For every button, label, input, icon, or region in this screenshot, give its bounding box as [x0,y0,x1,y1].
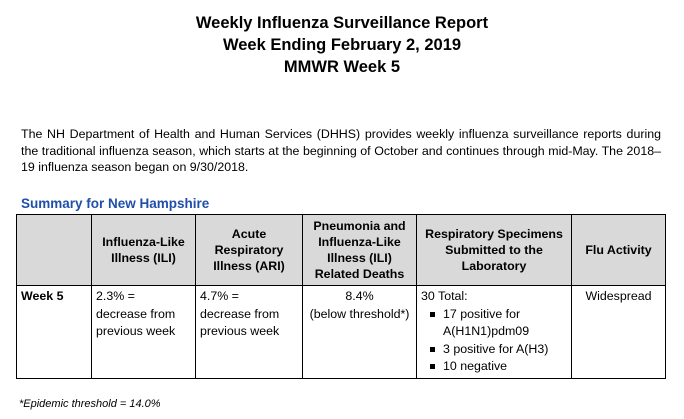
pneumonia-value: 8.4% [345,289,374,303]
ari-description: decrease from previous week [200,306,280,338]
report-title: Weekly Influenza Surveillance Report [195,14,489,32]
cell-ari [196,286,303,379]
header-specimens: Respiratory Specimens Submitted to the Laboratory [417,215,572,286]
cell-pneumonia [303,286,417,379]
pneumonia-description: (below threshold*) [309,306,410,321]
cell-ili [92,286,196,379]
bullet-icon [430,347,435,352]
summary-heading: Summary for New Hampshire [21,196,210,211]
specimens-total: 30 Total: [421,289,468,303]
ili-value: 2.3% = [96,289,135,303]
header-ili: Influenza-Like Illness (ILI) [92,215,196,286]
summary-table [16,214,666,379]
report-week-ending: Week Ending February 2, 2019 [222,36,462,54]
list-item [421,358,567,376]
header-ari: Acute Respiratory Illness (ARI) [196,215,303,286]
table-row [17,286,666,379]
report-mmwr-week: MMWR Week 5 [283,58,401,76]
specimen-item-text: 3 positive for A(H3) [443,341,549,356]
bullet-icon [430,364,435,369]
ili-description: decrease from previous week [96,306,176,338]
report-title-block [0,12,684,78]
specimen-item-text: 17 positive for A(H1N1)pdm09 [443,306,530,338]
bullet-icon [430,312,435,317]
list-item [421,306,567,341]
intro-paragraph: The NH Department of Health and Human Services (DHHS) provides weekly influenza surveillance reports during the traditional influenza season, which starts at the beginning of October and continues through mid-May. The 2018–19 influenza season began on 9/30/2018. [21,127,661,174]
header-flu-activity: Flu Activity [572,215,666,286]
header-week [17,215,92,286]
cell-specimens [417,286,572,379]
specimens-list [421,306,567,376]
specimen-item-text: 10 negative [443,359,508,373]
ari-value: 4.7% = [200,289,239,303]
epidemic-threshold-footnote: *Epidemic threshold = 14.0% [19,398,161,410]
cell-flu-activity: Widespread [572,286,666,379]
header-pneumonia: Pneumonia and Influenza-Like Illness (ILI) Related Deaths [303,215,417,286]
summary-header-row [17,215,666,286]
list-item [421,341,567,359]
cell-week: Week 5 [17,286,92,379]
